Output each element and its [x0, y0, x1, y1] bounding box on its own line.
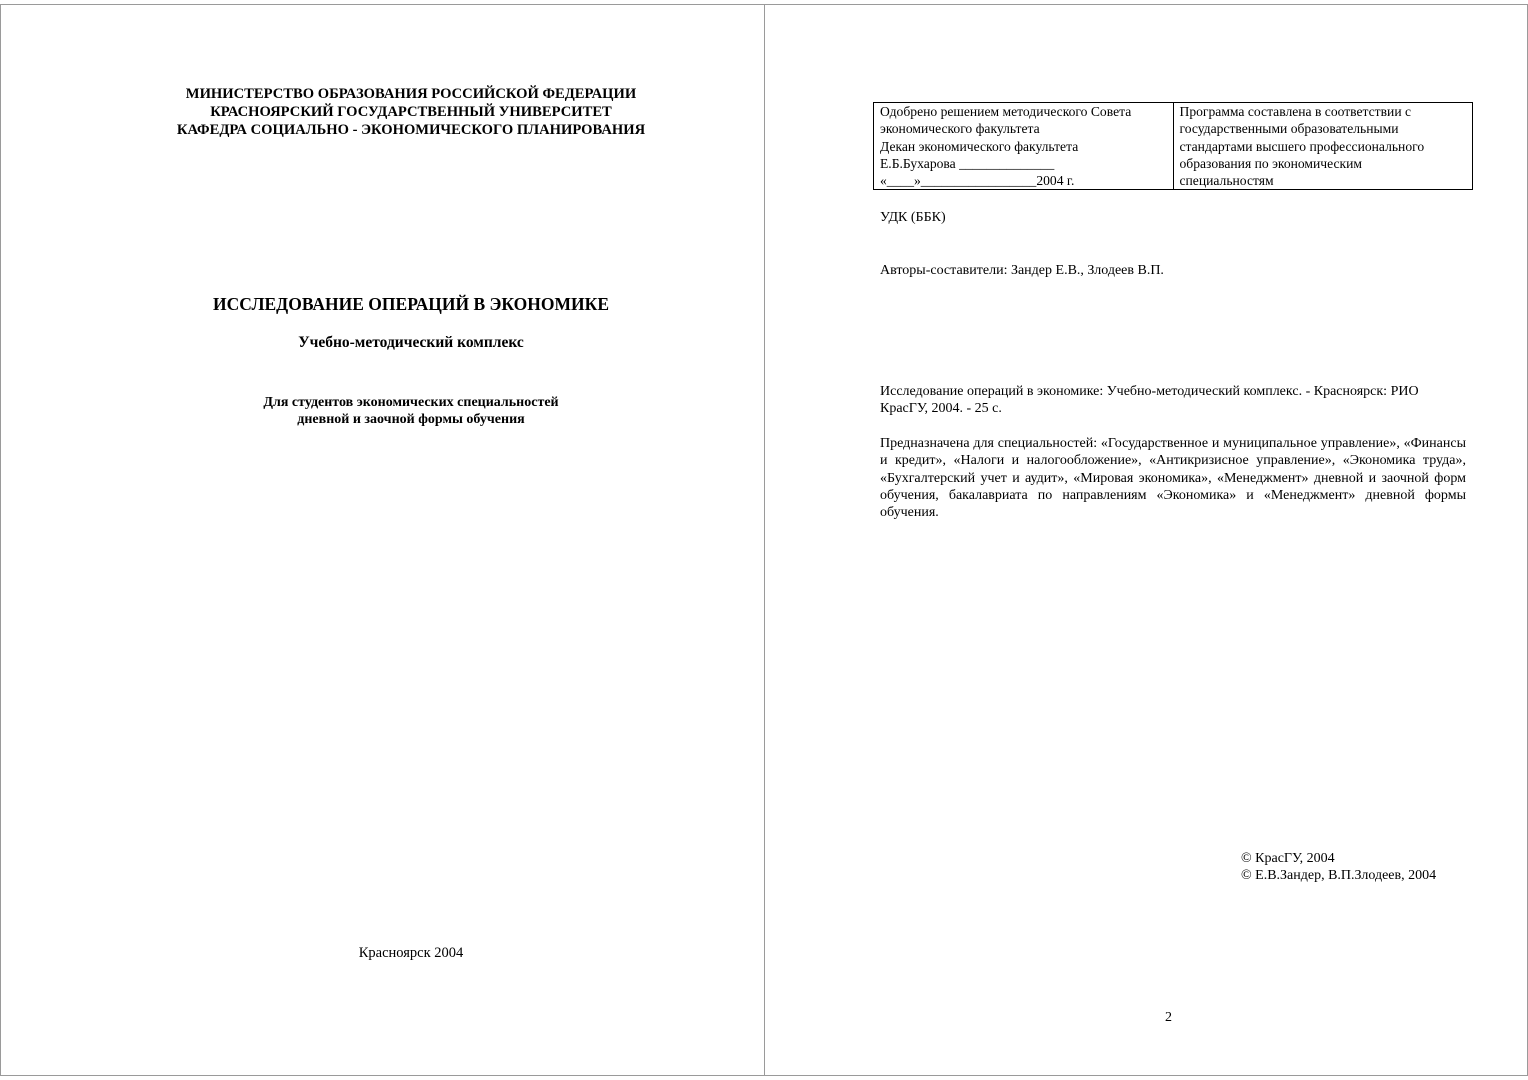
ministry-header [1, 85, 821, 139]
approval-right-line: Программа составлена в соответствии с [1179, 104, 1412, 119]
approval-left-line: Одобрено решением методического Совета [880, 104, 1132, 119]
bibliographic-record: Исследование операций в экономике: Учебно-методический комплекс. - Красноярск: РИО КрасГУ, 2004. - 25 с. [880, 384, 1419, 417]
approval-cell-right [1173, 103, 1473, 190]
approval-right-line: образования по экономическим [1179, 155, 1363, 171]
approval-left-line: Декан экономического факультета [880, 138, 1079, 154]
city-year: Красноярск 2004 [358, 945, 464, 961]
approval-table [873, 102, 1473, 190]
approval-right-line: государственными образовательными [1179, 121, 1399, 137]
approval-left-line: экономического факультета [880, 121, 1040, 137]
document-subtitle: Учебно-методический комплекс [298, 334, 524, 351]
title-page [0, 4, 766, 1076]
imprint-page [764, 4, 1528, 1076]
page-number: 2 [1165, 1010, 1172, 1025]
copyright-line: © Е.В.Зандер, В.П.Злодеев, 2004 [1241, 868, 1437, 884]
approval-cell-left [874, 103, 1174, 190]
approval-right-line: специальностям [1179, 173, 1274, 189]
copyright-line: © КрасГУ, 2004 [1241, 851, 1335, 866]
copyright-block [1241, 850, 1436, 885]
approval-left-line: Е.Б.Бухарова ______________ [880, 155, 1055, 171]
approval-left-line: «____»_________________2004 г. [880, 173, 1075, 189]
audience-line: Для студентов экономических специальностей [263, 395, 559, 410]
audience-line: дневной и заочной формы обучения [297, 412, 525, 427]
department-line: КАФЕДРА СОЦИАЛЬНО - ЭКОНОМИЧЕСКОГО ПЛАНИРОВАНИЯ [176, 122, 646, 138]
ministry-line: МИНИСТЕРСТВО ОБРАЗОВАНИЯ РОССИЙСКОЙ ФЕДЕРАЦИИ [185, 86, 637, 102]
purpose-paragraph: Предназначена для специальностей: «Государственное и муниципальное управление», «Финансы и кредит», «Налоги и налогообложение», «Антикризисное управление», «Экономика труда», «Бухгалтерский учет и аудит», «Мировая экономика», «Менеджмент» дневной и заочной форм обучения, бакалавриата по направлениям «Экономика» и «Менеджмент» дневной формы обучения. [880, 436, 1466, 521]
audience-note [1, 394, 821, 428]
approval-right-line: стандартами высшего профессионального [1179, 138, 1425, 154]
authors-line: Авторы-составители: Зандер Е.В., Злодеев В.П. [880, 263, 1164, 278]
udk-code: УДК (ББК) [880, 210, 946, 225]
university-line: КРАСНОЯРСКИЙ ГОСУДАРСТВЕННЫЙ УНИВЕРСИТЕТ [210, 104, 612, 120]
document-title: ИССЛЕДОВАНИЕ ОПЕРАЦИЙ В ЭКОНОМИКЕ [213, 294, 609, 314]
